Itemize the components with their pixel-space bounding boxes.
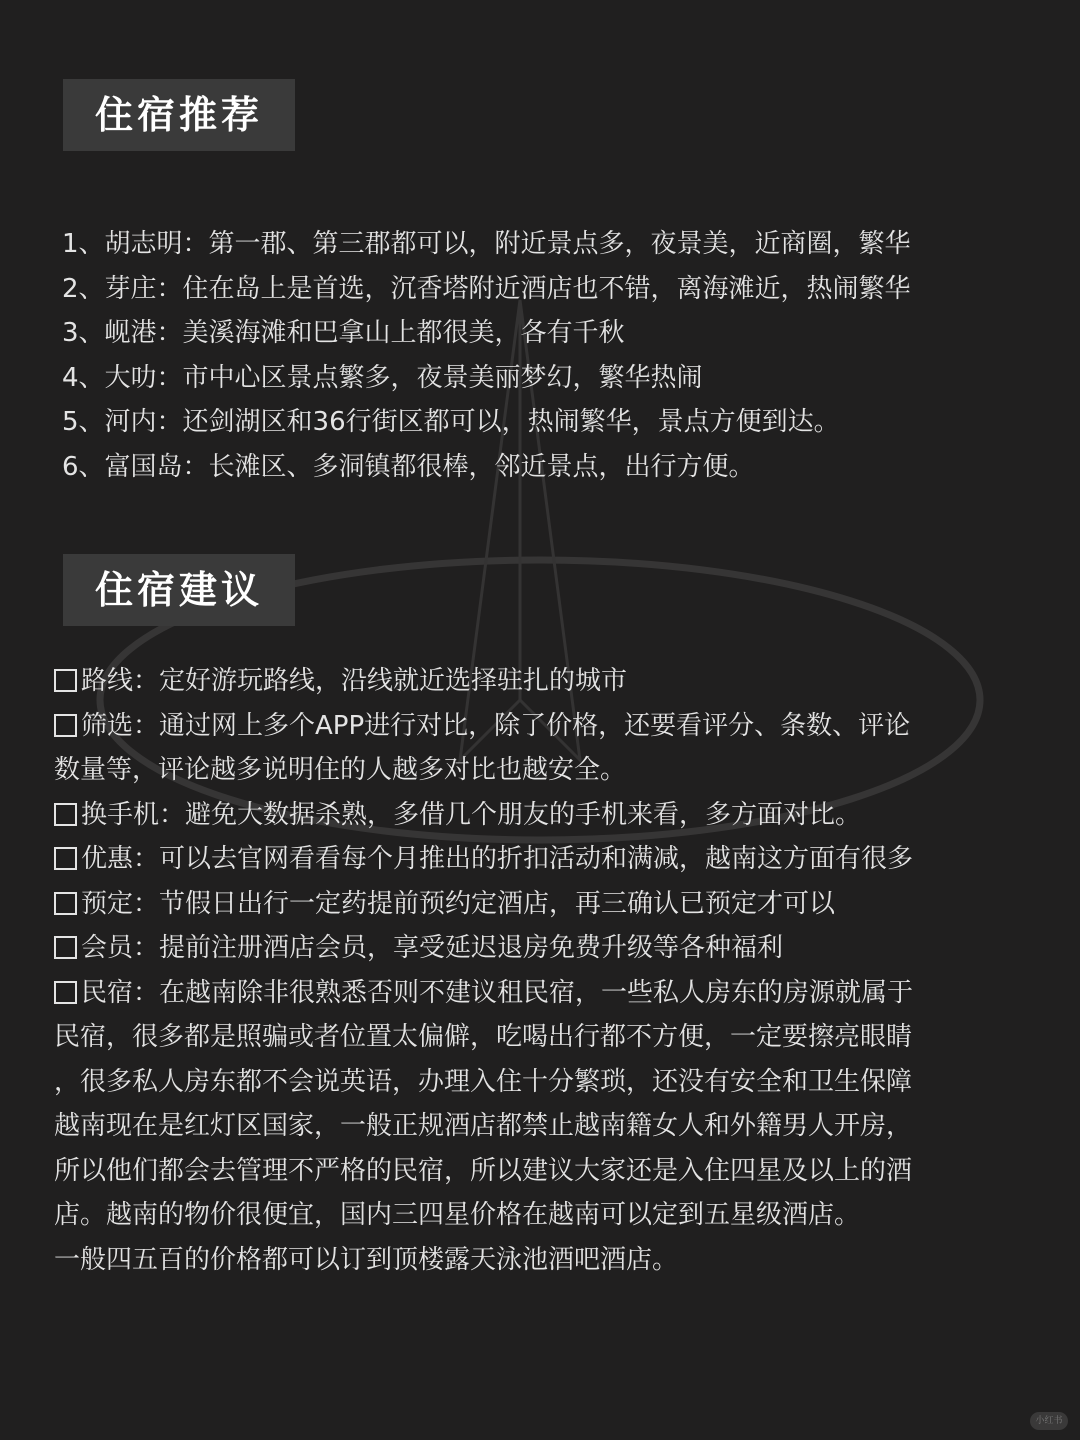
list-item: 3、岘港：美溪海滩和巴拿山上都很美，各有千秋: [62, 318, 625, 349]
advice-item-phone: 换手机：避免大数据杀熟，多借几个朋友的手机来看，多方面对比。: [54, 793, 1060, 838]
list-item: 6、富国岛：长滩区、多洞镇都很棒，邻近景点，出行方便。: [62, 451, 755, 482]
advice-item-discount: 优惠：可以去官网看看每个月推出的折扣活动和满减，越南这方面有很多: [54, 837, 1060, 882]
section-title-recommend: 住宿推荐: [63, 79, 295, 151]
checkbox-icon: [54, 669, 77, 692]
advice-paragraph-line: 店。越南的物价很便宜，国内三四星价格在越南可以定到五星级酒店。: [54, 1200, 861, 1230]
advice-paragraph-line: 所以他们都会去管理不严格的民宿，所以建议大家还是入住四星及以上的酒: [54, 1155, 913, 1186]
list-item: 2、芽庄：住在岛上是首选，沉香塔附近酒店也不错，离海滩近，热闹繁华: [62, 273, 911, 304]
advice-item-homestay: 民宿：在越南除非很熟悉否则不建议租民宿，一些私人房东的房源就属于: [54, 971, 1060, 1016]
recommendation-list: [62, 222, 1062, 490]
checkbox-icon: [54, 847, 77, 870]
advice-paragraph-line: 越南现在是红灯区国家，一般正规酒店都禁止越南籍女人和外籍男人开房，: [54, 1111, 913, 1141]
advice-item-member: 会员：提前注册酒店会员，享受延迟退房免费升级等各种福利: [54, 926, 1060, 971]
advice-item-route: 路线：定好游玩路线，沿线就近选择驻扎的城市: [54, 659, 1060, 704]
advice-item-homestay-cont: ，很多私人房东都不会说英语，办理入住十分繁琐，还没有安全和卫生保障: [54, 1066, 913, 1097]
advice-item-booking: 预定：节假日出行一定药提前预约定酒店，再三确认已预定才可以: [54, 882, 1060, 927]
list-item: 1、胡志明：第一郡、第三郡都可以，附近景点多，夜景美，近商圈，繁华: [62, 229, 911, 259]
advice-item-filter: 筛选：通过网上多个APP进行对比，除了价格，还要看评分、条数、评论: [54, 704, 1060, 749]
list-item: 5、河内：还剑湖区和36行街区都可以，热闹繁华，景点方便到达。: [62, 407, 840, 438]
checkbox-icon: [54, 892, 77, 915]
section-title-advice: 住宿建议: [63, 554, 295, 626]
checkbox-icon: [54, 936, 77, 959]
checkbox-icon: [54, 803, 77, 826]
advice-list: [54, 659, 1060, 1282]
advice-item-filter-cont: 数量等，评论越多说明住的人越多对比也越安全。: [54, 755, 627, 785]
checkbox-icon: [54, 981, 77, 1004]
list-item: 4、大叻：市中心区景点繁多，夜景美丽梦幻，繁华热闹: [62, 362, 703, 393]
advice-item-homestay-cont: 民宿，很多都是照骗或者位置太偏僻，吃喝出行都不方便，一定要擦亮眼睛: [54, 1022, 913, 1052]
platform-watermark-logo: 小红书: [1030, 1412, 1068, 1430]
checkbox-icon: [54, 714, 77, 737]
advice-paragraph-line: 一般四五百的价格都可以订到顶楼露天泳池酒吧酒店。: [54, 1244, 679, 1275]
